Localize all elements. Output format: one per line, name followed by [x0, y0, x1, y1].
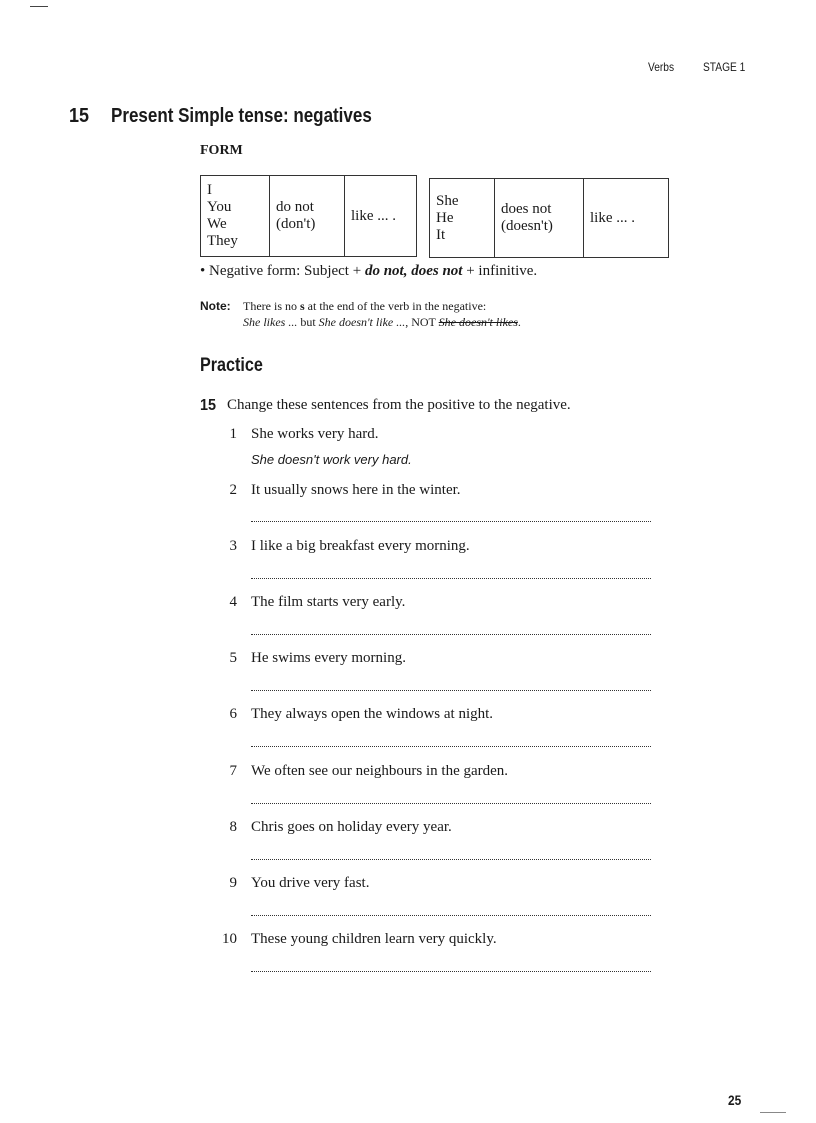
- form-table-plural: [200, 175, 417, 257]
- subject: I: [207, 182, 212, 198]
- form-label: FORM: [200, 143, 243, 158]
- note-text: but: [300, 315, 316, 329]
- item-number: 7: [229, 763, 237, 779]
- header-section: Verbs: [648, 60, 675, 74]
- note-wrong-example: She doesn't likes: [438, 315, 518, 329]
- rule-prefix: Negative form: Subject +: [209, 263, 362, 279]
- item-number: 2: [229, 482, 237, 498]
- answer-line[interactable]: [251, 578, 651, 579]
- bullet: •: [200, 263, 206, 279]
- item-text: She works very hard.: [251, 426, 379, 442]
- aux-form: does not: [501, 201, 552, 217]
- form-table-singular: [429, 178, 669, 258]
- header-stage: STAGE 1: [703, 60, 746, 74]
- rule-suffix: + infinitive.: [466, 263, 538, 279]
- item-text: The film starts very early.: [251, 594, 406, 610]
- note-label: Note:: [200, 299, 231, 313]
- subject: They: [207, 233, 238, 249]
- answer-line[interactable]: [251, 915, 651, 916]
- rule-emphasis: do not, does not: [364, 263, 463, 279]
- note-example: She likes ...: [243, 315, 298, 329]
- item-number: 4: [229, 594, 237, 610]
- answer-line[interactable]: [251, 859, 651, 860]
- unit-number: 15: [69, 105, 90, 127]
- item-text: He swims every morning.: [251, 650, 406, 666]
- item-number: 6: [229, 706, 237, 722]
- item-text: I like a big breakfast every morning.: [251, 538, 470, 554]
- item-text: These young children learn very quickly.: [251, 931, 497, 947]
- note-text: , NOT: [405, 315, 436, 329]
- aux-contraction: (don't): [276, 216, 316, 232]
- practice-heading: Practice: [200, 355, 263, 376]
- exercise-number: 15: [200, 397, 217, 414]
- note-text: There is no: [243, 299, 297, 313]
- note: [200, 298, 521, 330]
- subject: It: [436, 226, 446, 243]
- item-text: They always open the windows at night.: [251, 706, 494, 722]
- subject: You: [207, 199, 232, 215]
- aux-cell: [495, 179, 584, 258]
- item-number: 8: [229, 819, 237, 835]
- item-number: 9: [229, 875, 237, 891]
- aux-contraction: (doesn't): [501, 218, 553, 234]
- page-title: Present Simple tense: negatives: [111, 105, 372, 127]
- answer-line[interactable]: [251, 971, 651, 972]
- item-number: 3: [229, 538, 237, 554]
- subject: She: [436, 192, 459, 209]
- rule-line: [200, 263, 537, 280]
- subject: We: [207, 216, 227, 232]
- exercise-instruction: Change these sentences from the positive to the negative.: [227, 397, 571, 413]
- verb-cell: like ... .: [345, 176, 417, 257]
- aux-form: do not: [276, 199, 314, 215]
- subjects-cell: [430, 179, 495, 258]
- subjects-cell: [201, 176, 270, 257]
- answer-line[interactable]: [251, 634, 651, 635]
- item-text: You drive very fast.: [251, 875, 370, 891]
- note-text: .: [517, 315, 521, 329]
- subject: He: [436, 209, 454, 226]
- item-text: We often see our neighbours in the garden.: [251, 763, 509, 779]
- item-number: 10: [222, 931, 237, 947]
- note-s: s: [299, 299, 305, 313]
- item-number: 5: [229, 650, 237, 666]
- page-number: 25: [728, 1092, 742, 1108]
- answer-line[interactable]: [251, 521, 651, 522]
- note-example: She doesn't like ...: [318, 315, 406, 329]
- answer-line[interactable]: [251, 690, 651, 691]
- note-text: at the end of the verb in the negative:: [307, 299, 487, 313]
- aux-cell: [270, 176, 345, 257]
- answer-line[interactable]: [251, 746, 651, 747]
- verb-cell: like ... .: [584, 179, 669, 258]
- answer-line[interactable]: [251, 803, 651, 804]
- item-text: Chris goes on holiday every year.: [251, 819, 452, 835]
- example-answer: She doesn't work very hard.: [251, 452, 412, 467]
- item-number: 1: [229, 426, 237, 442]
- item-text: It usually snows here in the winter.: [251, 482, 461, 498]
- crop-mark-top-left: [30, 6, 48, 7]
- crop-mark-bottom-right: [760, 1112, 786, 1113]
